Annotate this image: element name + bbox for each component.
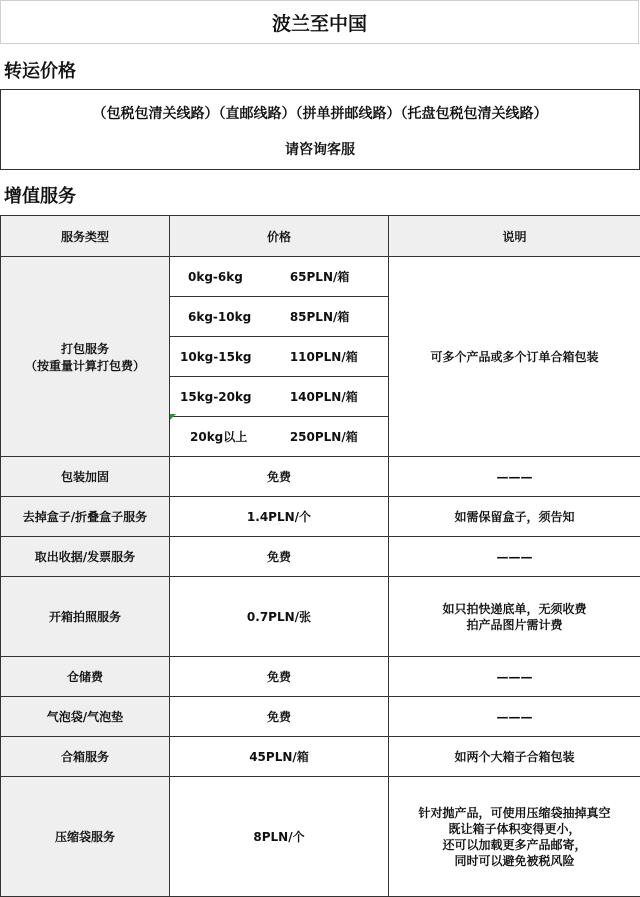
service-price: 0.7PLN/张 — [170, 577, 389, 657]
table-row — [1, 497, 640, 537]
service-desc: 如两个大箱子合箱包装 — [389, 737, 640, 777]
service-name: 仓储费 — [1, 657, 170, 697]
table-row — [1, 737, 640, 777]
col-header-type: 服务类型 — [1, 216, 170, 257]
service-name: 取出收据/发票服务 — [1, 537, 170, 577]
value-added-heading: 增值服务 — [4, 182, 76, 208]
service-desc: ——— — [389, 457, 640, 497]
tier-row — [170, 257, 388, 297]
tier-price: 250PLN/箱 — [286, 417, 388, 457]
packing-price-cell — [170, 257, 389, 457]
col-header-price: 价格 — [170, 216, 389, 257]
service-name: 气泡袋/气泡垫 — [1, 697, 170, 737]
service-price: 免费 — [170, 657, 389, 697]
desc-line: 拍产品图片需计费 — [389, 617, 640, 633]
packing-tiers — [170, 257, 388, 456]
packing-name: 打包服务 — [1, 340, 169, 357]
desc-line: 同时可以避免被税风险 — [389, 853, 640, 869]
service-price: 免费 — [170, 537, 389, 577]
service-desc: 如需保留盒子，须告知 — [389, 497, 640, 537]
table-row — [1, 657, 640, 697]
service-table — [0, 215, 640, 897]
service-desc: ——— — [389, 657, 640, 697]
transfer-heading: 转运价格 — [4, 57, 76, 83]
tier-weight: 6kg-10kg — [170, 297, 286, 337]
tier-weight: 10kg-15kg — [170, 337, 286, 377]
cell-corner-marker — [170, 414, 176, 420]
desc-line: 针对抛产品，可使用压缩袋抽掉真空 — [389, 805, 640, 821]
table-row — [1, 577, 640, 657]
service-desc: ——— — [389, 697, 640, 737]
tier-row — [170, 377, 388, 417]
tier-row — [170, 297, 388, 337]
packing-desc: 可多个产品或多个订单合箱包装 — [389, 257, 640, 457]
tier-weight: 20kg以上 — [170, 417, 286, 457]
tier-row — [170, 337, 388, 377]
service-desc — [389, 577, 640, 657]
tier-price: 140PLN/箱 — [286, 377, 388, 417]
table-row-packing — [1, 257, 640, 457]
packing-sub: （按重量计算打包费） — [1, 357, 169, 374]
desc-line: 如只拍快递底单，无须收费 — [389, 601, 640, 617]
table-row — [1, 457, 640, 497]
tier-weight: 0kg-6kg — [170, 257, 286, 297]
transfer-note: 请咨询客服 — [1, 139, 639, 159]
table-row — [1, 697, 640, 737]
service-price: 8PLN/个 — [170, 777, 389, 897]
transfer-box — [0, 89, 640, 170]
transfer-routes: （包税包清关线路）（直邮线路）（拼单拼邮线路）（托盘包税包清关线路） — [1, 103, 639, 123]
service-price: 1.4PLN/个 — [170, 497, 389, 537]
page-title: 波兰至中国 — [0, 0, 639, 44]
service-desc — [389, 777, 640, 897]
table-row — [1, 537, 640, 577]
service-price: 免费 — [170, 697, 389, 737]
tier-price: 65PLN/箱 — [286, 257, 388, 297]
desc-line: 还可以加载更多产品邮寄， — [389, 837, 640, 853]
service-name: 包装加固 — [1, 457, 170, 497]
service-name: 去掉盒子/折叠盒子服务 — [1, 497, 170, 537]
service-name: 开箱拍照服务 — [1, 577, 170, 657]
service-desc: ——— — [389, 537, 640, 577]
service-price: 45PLN/箱 — [170, 737, 389, 777]
tier-row — [170, 417, 388, 457]
tier-weight: 15kg-20kg — [170, 377, 286, 417]
tier-price: 85PLN/箱 — [286, 297, 388, 337]
service-price: 免费 — [170, 457, 389, 497]
desc-line: 既让箱子体积变得更小， — [389, 821, 640, 837]
service-name: 合箱服务 — [1, 737, 170, 777]
col-header-desc: 说明 — [389, 216, 640, 257]
tier-price: 110PLN/箱 — [286, 337, 388, 377]
table-row — [1, 777, 640, 897]
service-name: 压缩袋服务 — [1, 777, 170, 897]
packing-type-cell — [1, 257, 170, 457]
